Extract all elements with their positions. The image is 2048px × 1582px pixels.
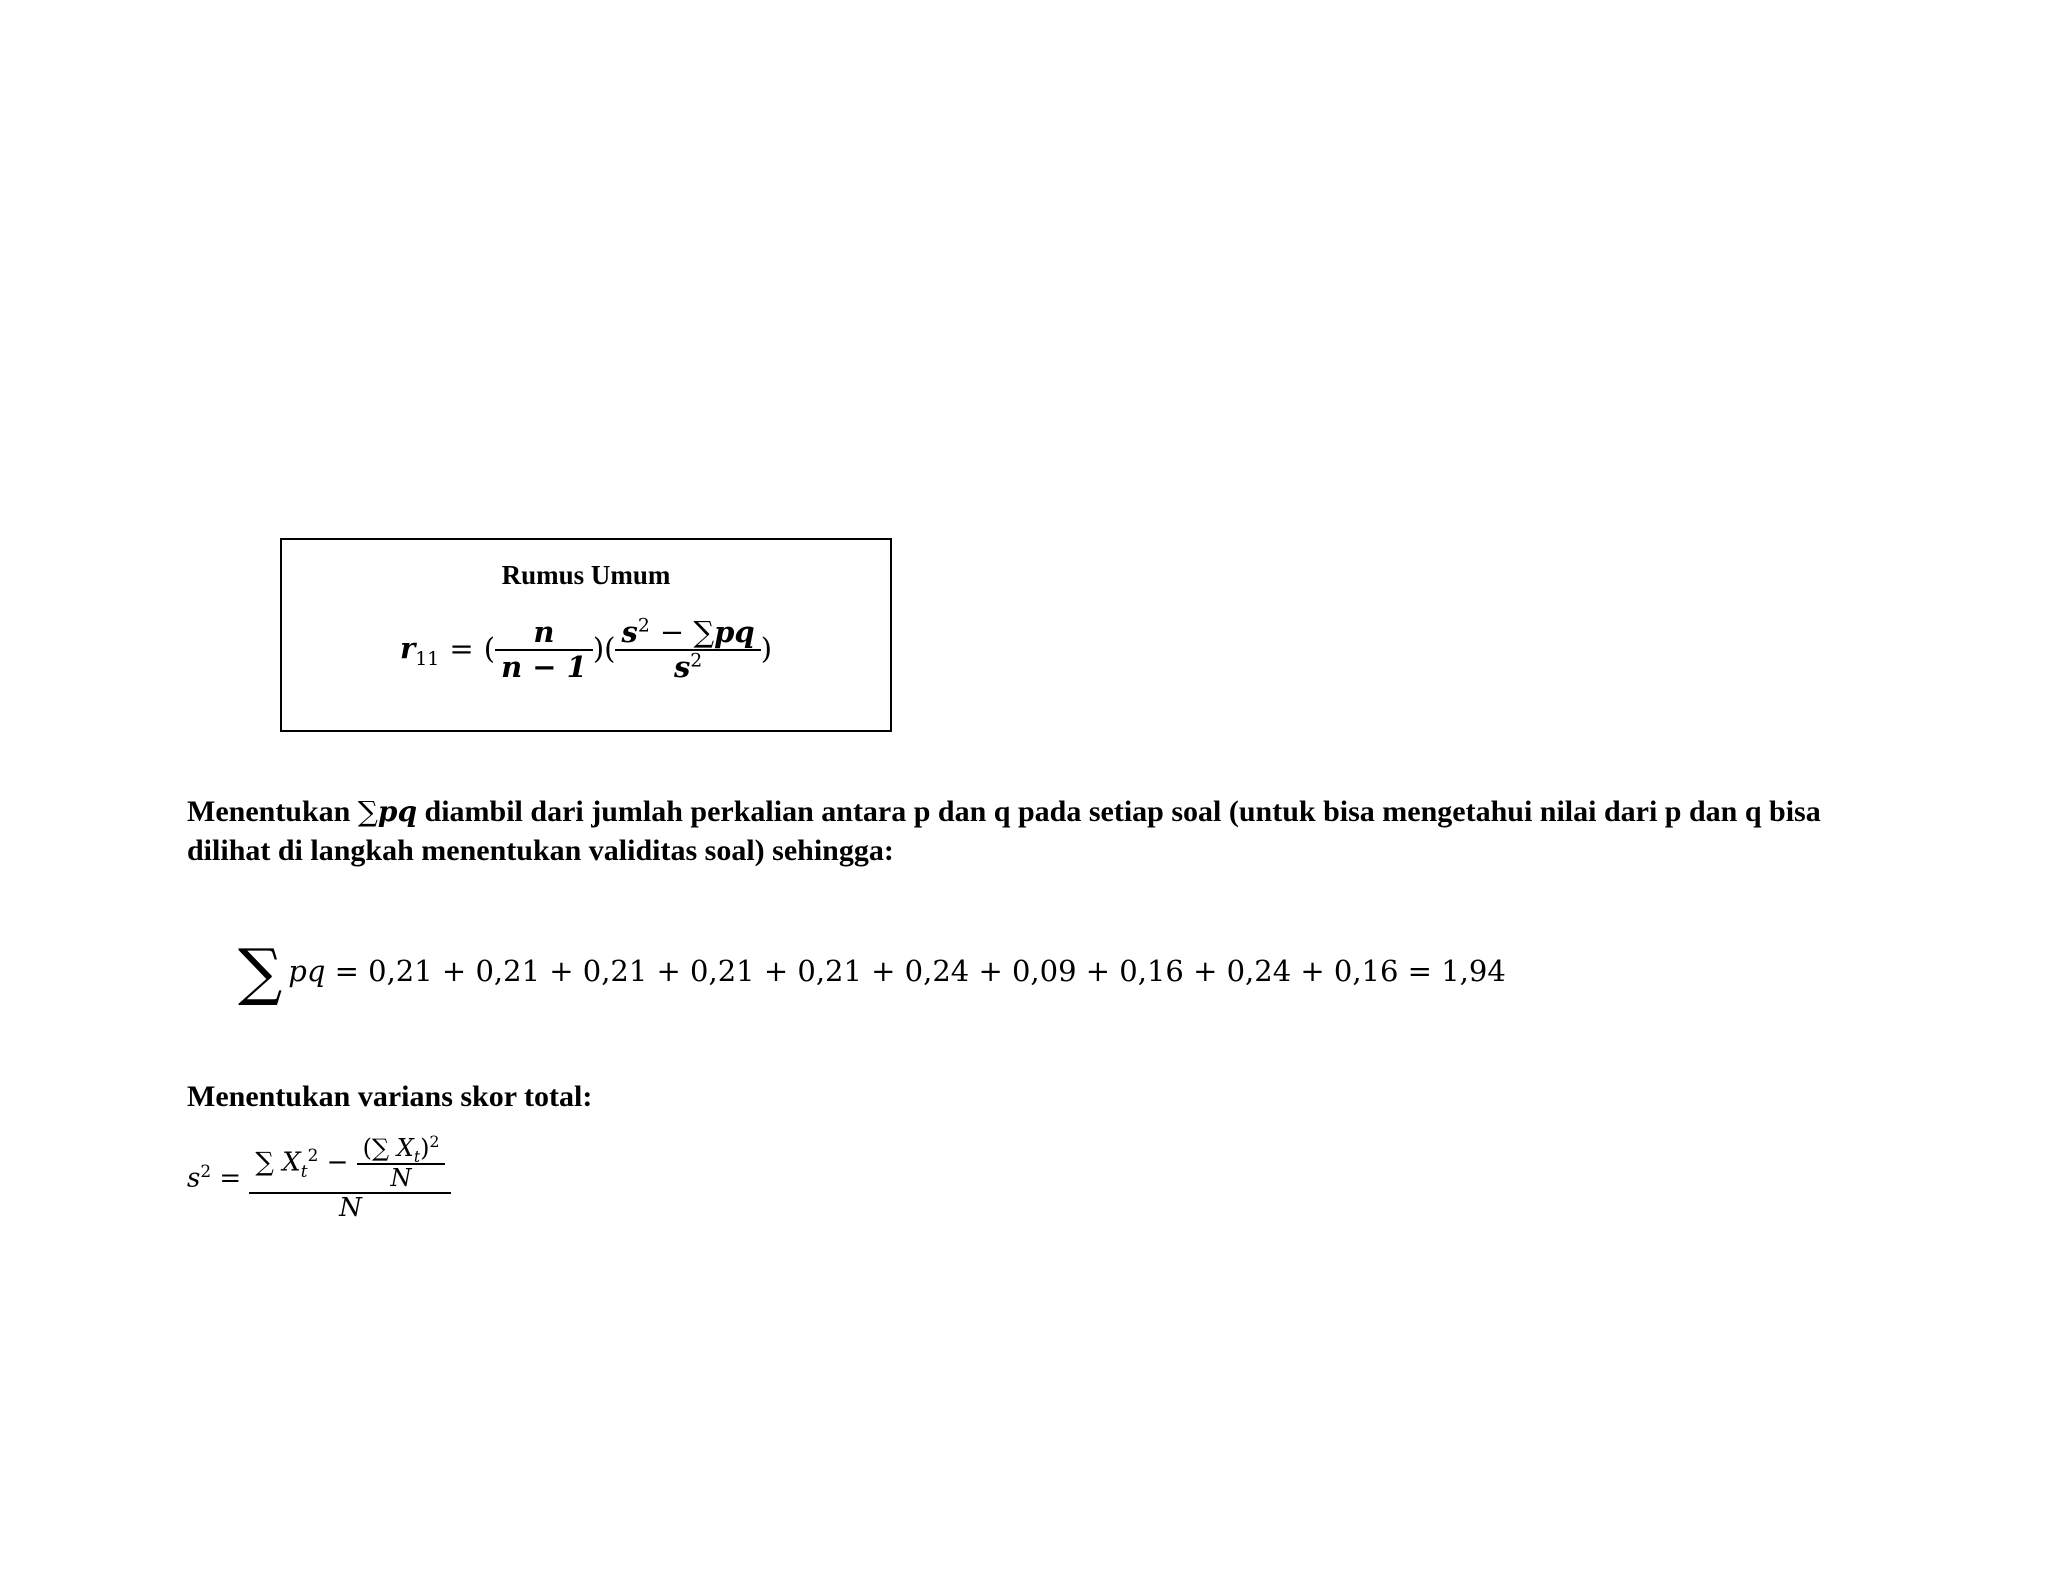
- formula-equals: =: [449, 631, 474, 666]
- sigma-symbol: ∑: [238, 935, 283, 1008]
- fraction-variance-term: $\frac{s^2 - \sum pq}{s^2}$: [615, 616, 760, 685]
- formula-box: [280, 538, 892, 732]
- sum-pq-equation: ∑ pq = 0,21 + 0,21 + 0,21 + 0,21 + 0,21 + 0,24 + 0,09 + 0,16 + 0,24 + 0,16 = 1,94: [238, 935, 1506, 1008]
- formula-box-title: Rumus Umum: [501, 560, 671, 590]
- sum-pq-explanation: Menentukan ∑pq diambil dari jumlah perkalian antara p dan q pada setiap soal (untuk bisa mengetahui nilai dari p dan q bisa dilihat di langkah menentukan validitas soal) sehingga:: [187, 795, 1821, 867]
- fraction-n-over-n-minus-1: $\frac{n}{n - 1}$: [495, 616, 593, 685]
- variance-inner-fraction: $\frac{(\sum X_t)^2}{N}$: [357, 1135, 446, 1192]
- variance-formula: $s^2$ = ∑ $X_t^2$ − $\frac{(\sum X_t)^2}{N}$ N: [187, 1135, 451, 1224]
- formula-lhs: $r_{11}$: [399, 631, 440, 671]
- variance-heading: Menentukan varians skor total:: [187, 1080, 593, 1113]
- sum-pq-values: = 0,21 + 0,21 + 0,21 + 0,21 + 0,21 + 0,24 + 0,09 + 0,16 + 0,24 + 0,16 = 1,94: [334, 954, 1506, 988]
- variance-main-fraction: ∑ $X_t^2$ − $\frac{(\sum X_t)^2}{N}$ N: [249, 1135, 451, 1224]
- reliability-formula: $r_{11}$ = ( $\frac{n}{n - 1}$ )( $\frac{s^2 - \sum pq}{s^2}$ ): [399, 615, 773, 685]
